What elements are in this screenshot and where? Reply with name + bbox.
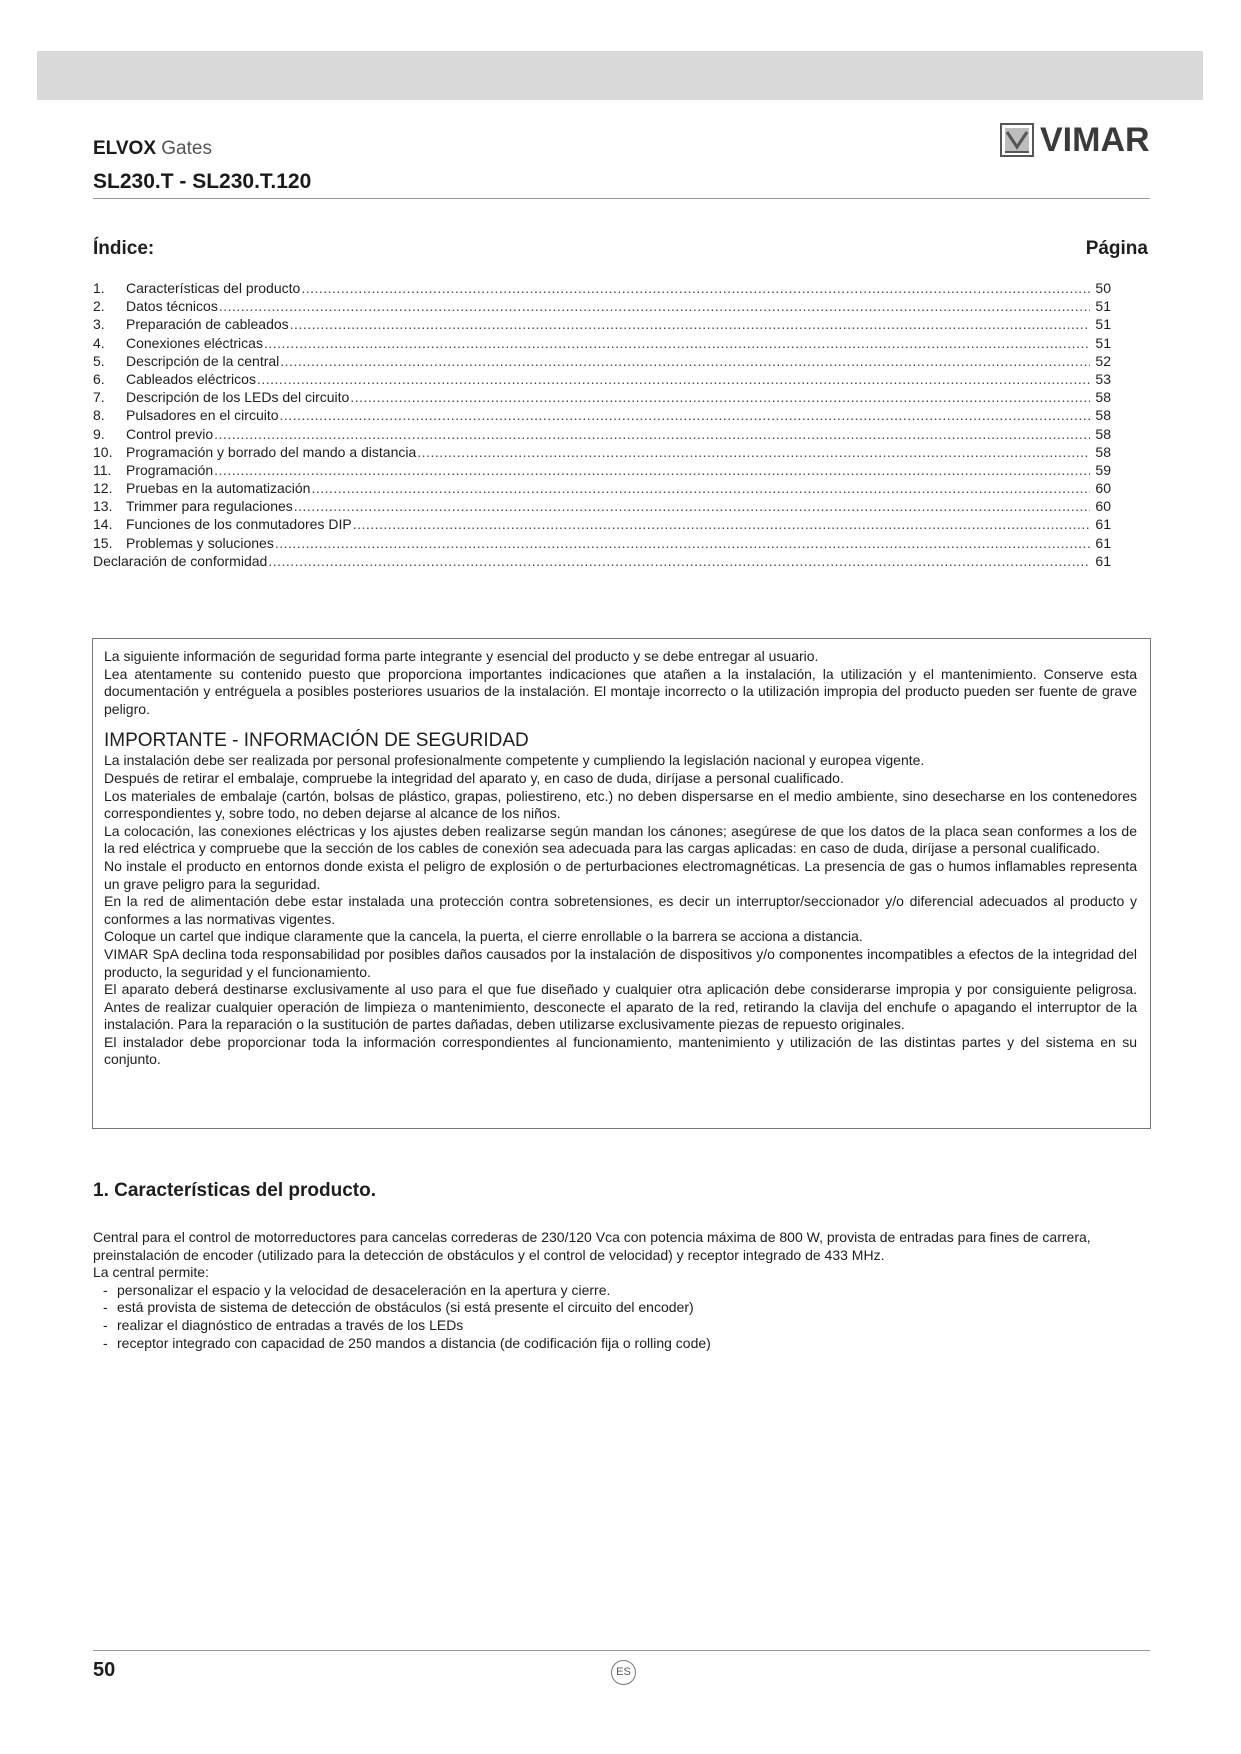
toc-leader xyxy=(350,388,1090,406)
toc-leader xyxy=(214,425,1090,443)
toc-label: Programación xyxy=(126,461,214,478)
list-item: - receptor integrado con capacidad de 250 mandos a distancia (de codificación fija o rolling code) xyxy=(93,1335,1151,1353)
toc-label: Control previo xyxy=(126,425,214,442)
toc-page: 58 xyxy=(1095,425,1111,442)
toc-num: 12. xyxy=(93,480,113,497)
toc-num: 13. xyxy=(93,498,113,515)
toc-num: 4. xyxy=(93,334,105,351)
safety-heading: IMPORTANTE - INFORMACIÓN DE SEGURIDAD xyxy=(104,730,529,752)
list-item: - personalizar el espacio y la velocidad de desaceleración en la apertura y cierre. xyxy=(93,1282,1151,1300)
page-column-heading: Página xyxy=(1085,238,1148,259)
safety-intro-1: La siguiente información de seguridad forma parte integrante y esencial del producto y se debe entregar al usuario. xyxy=(104,648,819,664)
toc-num: 2. xyxy=(93,298,105,315)
toc-leader xyxy=(311,479,1090,497)
toc-label: Problemas y soluciones xyxy=(126,534,274,551)
toc-leader xyxy=(294,497,1090,515)
toc-row[interactable] xyxy=(93,297,1111,315)
toc-label: Descripción de los LEDs del circuito xyxy=(126,389,350,406)
language-badge: ES xyxy=(611,1660,636,1685)
toc-label: Declaración de conformidad xyxy=(93,552,268,569)
safety-paragraph: El instalador debe proporcionar toda la información correspondientes al funcionamiento, mantenimiento y utilización de las distintas partes y del sistema en su conjunto. xyxy=(104,1033,1137,1068)
toc-page: 61 xyxy=(1095,516,1111,533)
toc-leader xyxy=(301,279,1090,297)
toc-page: 59 xyxy=(1095,461,1111,478)
toc-leader xyxy=(290,315,1090,333)
page-number: 50 xyxy=(93,1659,116,1681)
toc-row[interactable] xyxy=(93,334,1111,352)
toc-row-conformity[interactable] xyxy=(93,552,1111,570)
toc-num: 15. xyxy=(93,534,113,551)
toc-label: Preparación de cableados xyxy=(126,316,289,333)
vimar-logo xyxy=(1000,123,1150,157)
toc-label: Conexiones eléctricas xyxy=(126,334,263,351)
toc-num: 1. xyxy=(93,280,105,296)
brand-title xyxy=(93,138,212,160)
toc-row[interactable] xyxy=(93,461,1111,479)
toc-leader xyxy=(280,406,1090,424)
toc-num: 5. xyxy=(93,352,105,369)
toc-page: 51 xyxy=(1095,316,1111,333)
section-1-body xyxy=(93,1229,1151,1352)
toc-page: 61 xyxy=(1095,534,1111,551)
toc-page: 53 xyxy=(1095,370,1111,387)
section-1-intro: Central para el control de motorreductores para cancelas correderas de 230/120 Vca con potencia máxima de 800 W, provista de entradas para fines de carrera, preinstalación de encoder (utilizado para la detección de obstáculos y el control de velocidad) y receptor integrado de 433 MHz. xyxy=(93,1229,1091,1263)
table-of-contents xyxy=(93,279,1111,570)
toc-leader xyxy=(257,370,1090,388)
safety-paragraph: En la red de alimentación debe estar instalada una protección contra sobretensiones, es decir un interruptor/seccionador y/o diferencial adecuados al producto y conformes a las normativas vigentes. xyxy=(104,893,1137,927)
toc-row[interactable] xyxy=(93,497,1111,515)
toc-row[interactable] xyxy=(93,315,1111,333)
footer-divider xyxy=(93,1650,1150,1651)
toc-page: 50 xyxy=(1095,280,1111,296)
toc-row[interactable] xyxy=(93,515,1111,533)
toc-leader xyxy=(219,297,1090,315)
toc-leader xyxy=(353,515,1090,533)
vimar-logo-icon xyxy=(1000,123,1034,157)
section-1-title: 1. Características del producto. xyxy=(93,1180,376,1201)
model-title: SL230.T - SL230.T.120 xyxy=(93,170,312,193)
toc-leader xyxy=(417,443,1090,461)
index-heading: Índice: xyxy=(93,238,155,259)
brand-suffix: Gates xyxy=(161,138,212,159)
toc-label: Descripción de la central xyxy=(126,352,280,369)
toc-row[interactable] xyxy=(93,406,1111,424)
toc-num: 6. xyxy=(93,370,105,387)
safety-paragraph: No instale el producto en entornos donde exista el peligro de explosión o de perturbaciones electromagnéticas. La presencia de gas o humos inflamables representa un grave peligro para la seguridad. xyxy=(104,857,1137,892)
toc-row[interactable] xyxy=(93,443,1111,461)
brand-bold: ELVOX xyxy=(93,138,156,159)
safety-paragraph: Después de retirar el embalaje, compruebe la integridad del aparato y, en caso de duda, diríjase a personal cualificado. xyxy=(104,769,844,786)
toc-page: 52 xyxy=(1095,352,1111,369)
toc-label: Funciones de los conmutadores DIP xyxy=(126,516,352,533)
safety-intro-2: Lea atentamente su contenido puesto que proporciona importantes indicaciones que atañen a la instalación, la utilización y el mantenimiento. Conserve esta documentación y entréguela a posibles posteriores usuarios de la instalación. El montaje incorrecto o la utilización impropia del producto pueden ser fuente de grave peligro. xyxy=(104,665,1137,717)
safety-paragraph: La instalación debe ser realizada por personal profesionalmente competente y cumpliendo la legislación nacional y europea vigente. xyxy=(104,752,925,769)
toc-label: Pruebas en la automatización xyxy=(126,480,311,497)
toc-row[interactable] xyxy=(93,370,1111,388)
safety-paragraph: Los materiales de embalaje (cartón, bolsas de plástico, grapas, poliestireno, etc.) no deben dispersarse en el medio ambiente, sino desecharse en los contenedores correspondientes y, sobre todo, no deben dejarse al alcance de los niños. xyxy=(104,787,1137,822)
toc-leader xyxy=(214,461,1090,479)
toc-label: Programación y borrado del mando a distancia xyxy=(126,443,417,460)
toc-page: 58 xyxy=(1095,389,1111,406)
toc-label: Datos técnicos xyxy=(126,298,218,315)
toc-num: 14. xyxy=(93,516,113,533)
toc-label: Pulsadores en el circuito xyxy=(126,407,279,424)
list-item: - realizar el diagnóstico de entradas a través de los LEDs xyxy=(93,1317,1151,1335)
safety-paragraph: VIMAR SpA declina toda responsabilidad por posibles daños causados por la instalación de dispositivos y/o componentes incompatibles a efectos de la integridad del producto, la seguridad y el funcionamiento. xyxy=(104,945,1137,980)
toc-row[interactable] xyxy=(93,534,1111,552)
toc-leader xyxy=(268,552,1090,570)
toc-row[interactable] xyxy=(93,388,1111,406)
toc-label: Cableados eléctricos xyxy=(126,370,256,387)
toc-leader xyxy=(280,352,1090,370)
toc-page: 61 xyxy=(1095,552,1111,569)
logo-wordmark: VIMAR xyxy=(1040,121,1150,159)
toc-page: 51 xyxy=(1095,334,1111,351)
toc-num: 10. xyxy=(93,443,113,460)
toc-page: 58 xyxy=(1095,443,1111,460)
toc-row[interactable] xyxy=(93,479,1111,497)
toc-row[interactable] xyxy=(93,279,1111,297)
toc-num: 3. xyxy=(93,316,105,333)
list-item: - está provista de sistema de detección de obstáculos (si está presente el circuito del encoder) xyxy=(93,1299,1151,1317)
safety-paragraph: El aparato deberá destinarse exclusivamente al uso para el que fue diseñado y cualquier otra aplicación debe considerarse impropia y por consiguiente peligrosa. Antes de realizar cualquier operación de limpieza o mantenimiento, desconecte el aparato de la red, retirando la clavija del enchufe o apagando el interruptor de la instalación. Para la reparación o la sustitución de partes dañadas, deben utilizarse exclusivamente piezas de repuesto originales. xyxy=(104,981,1137,1033)
toc-leader xyxy=(275,534,1090,552)
safety-paragraph: Coloque un cartel que indique claramente que la cancela, la puerta, el cierre enrollable o la barrera se acciona a distancia. xyxy=(104,928,863,945)
feature-list xyxy=(93,1282,1151,1352)
toc-leader xyxy=(264,334,1090,352)
toc-page: 58 xyxy=(1095,407,1111,424)
spacer xyxy=(104,718,1137,730)
top-gray-band xyxy=(37,51,1203,100)
toc-num: 9. xyxy=(93,425,105,442)
safety-box xyxy=(92,638,1151,1129)
toc-num: 7. xyxy=(93,389,105,406)
toc-page: 60 xyxy=(1095,480,1111,497)
toc-num: 8. xyxy=(93,407,105,424)
safety-paragraph: La colocación, las conexiones eléctricas y los ajustes deben realizarse según mandan los cánones; asegúrese de que los datos de la placa sean conformes a los de la red eléctrica y compruebe que la sección de los cables de conexión sea adecuada para las cargas aplicadas: en caso de duda, diríjase a personal cualificado. xyxy=(104,822,1137,857)
toc-label: Características del producto xyxy=(126,280,301,296)
toc-num: 11. xyxy=(93,461,112,478)
toc-page: 51 xyxy=(1095,298,1111,315)
toc-label: Trimmer para regulaciones xyxy=(126,498,293,515)
toc-page: 60 xyxy=(1095,498,1111,515)
section-1-allows: La central permite: xyxy=(93,1264,209,1281)
toc-row[interactable] xyxy=(93,425,1111,443)
header-divider xyxy=(93,198,1150,199)
toc-row[interactable] xyxy=(93,352,1111,370)
